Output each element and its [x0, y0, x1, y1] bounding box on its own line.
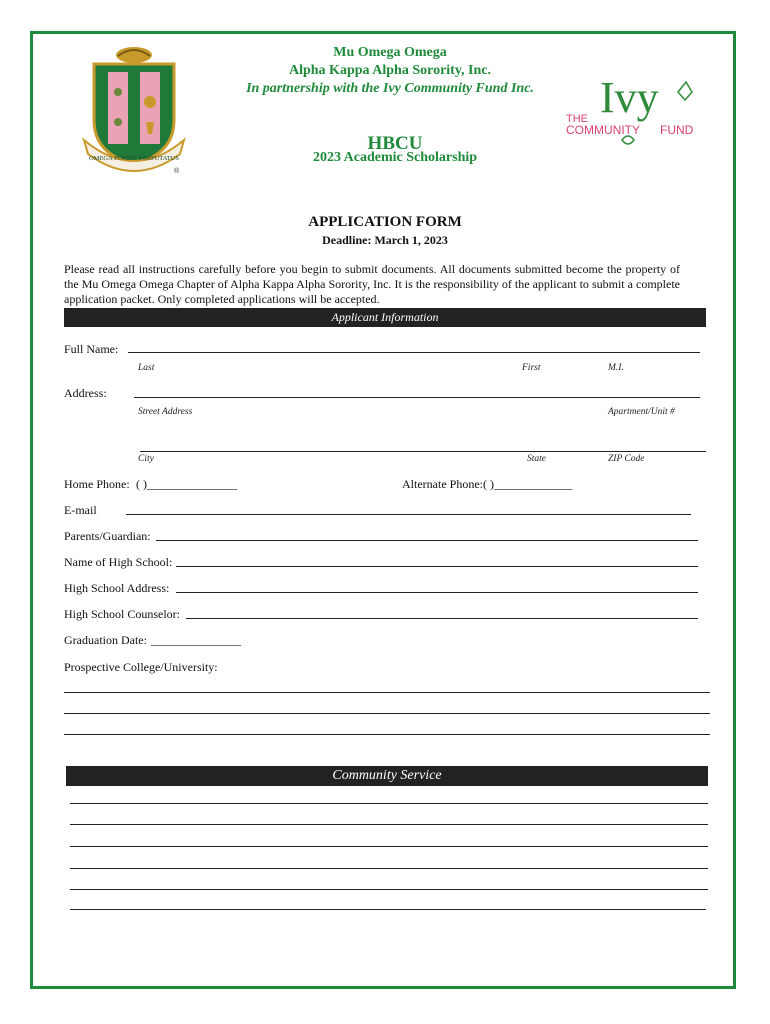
community-line-6[interactable] [70, 909, 706, 910]
first-caption: First [522, 363, 541, 373]
community-service-heading: Community Service [66, 766, 708, 786]
svg-text:®: ® [174, 168, 180, 175]
graduation-label: Graduation Date: [64, 633, 147, 647]
parents-field[interactable] [156, 540, 698, 541]
parents-label: Parents/Guardian: [64, 529, 151, 543]
high-school-label: Name of High School: [64, 555, 173, 569]
email-field[interactable] [126, 514, 691, 515]
aka-crest-logo [78, 42, 190, 177]
hs-address-label: High School Address: [64, 581, 170, 595]
prospective-line-1[interactable] [64, 692, 710, 693]
alt-phone-field[interactable]: ( )_____________ [483, 477, 572, 491]
community-line-4[interactable] [70, 868, 708, 869]
city-state-zip-field[interactable] [140, 451, 706, 452]
mi-caption: M.I. [608, 363, 624, 373]
home-phone-field[interactable]: ( )_______________ [136, 477, 237, 491]
instructions-paragraph: Please read all instructions carefully before you begin to submit documents. All documents submitted become the property of the Mu Omega Omega Chapter of Alpha Kappa Alpha Sorority, Inc. It is the responsibility of the applicant to submit a complete application packet. Only completed applications will be accepted. [64, 262, 680, 306]
state-caption: State [527, 454, 546, 464]
counselor-label: High School Counselor: [64, 607, 180, 621]
form-title: APPLICATION FORM [308, 214, 462, 230]
scholarship-title: 2023 Academic Scholarship [312, 150, 478, 165]
street-caption: Street Address [138, 407, 193, 417]
community-line-2[interactable] [70, 824, 708, 825]
street-address-field[interactable] [134, 397, 700, 398]
community-line-3[interactable] [70, 846, 708, 847]
prospective-label: Prospective College/University: [64, 660, 218, 674]
svg-text:FUND: FUND [660, 123, 694, 137]
zip-caption: ZIP Code [608, 454, 645, 464]
org-name-line2: Alpha Kappa Alpha Sorority, Inc. [288, 63, 492, 78]
full-name-label: Full Name: [64, 342, 119, 356]
last-caption: Last [138, 363, 155, 373]
prospective-line-2[interactable] [64, 713, 710, 714]
prospective-line-3[interactable] [64, 734, 710, 735]
home-phone-label: Home Phone: [64, 477, 130, 491]
program-title: HBCU [367, 133, 423, 154]
hs-address-field[interactable] [176, 592, 698, 593]
applicant-info-heading: Applicant Information [64, 308, 706, 327]
svg-text:COMMUNITY: COMMUNITY [566, 123, 640, 137]
address-label: Address: [64, 386, 107, 400]
alt-phone-label: Alternate Phone: [402, 477, 483, 491]
org-name-line1: Mu Omega Omega [333, 45, 447, 60]
svg-text:THE: THE [566, 113, 588, 125]
email-label: E-mail [64, 503, 97, 517]
counselor-field[interactable] [186, 618, 698, 619]
partnership-line: In partnership with the Ivy Community Fund Inc. [246, 81, 534, 96]
svg-text:Ivy: Ivy [600, 73, 659, 122]
full-name-field[interactable] [128, 352, 700, 353]
community-line-5[interactable] [70, 889, 708, 890]
deadline: Deadline: March 1, 2023 [322, 233, 448, 247]
high-school-field[interactable] [176, 566, 698, 567]
graduation-field[interactable]: _______________ [151, 633, 241, 647]
apt-caption: Apartment/Unit # [608, 407, 675, 417]
svg-text:OMEGA POMEN VIMPUTATUS: OMEGA POMEN VIMPUTATUS [88, 155, 180, 162]
city-caption: City [138, 454, 154, 464]
community-line-1[interactable] [70, 803, 708, 804]
